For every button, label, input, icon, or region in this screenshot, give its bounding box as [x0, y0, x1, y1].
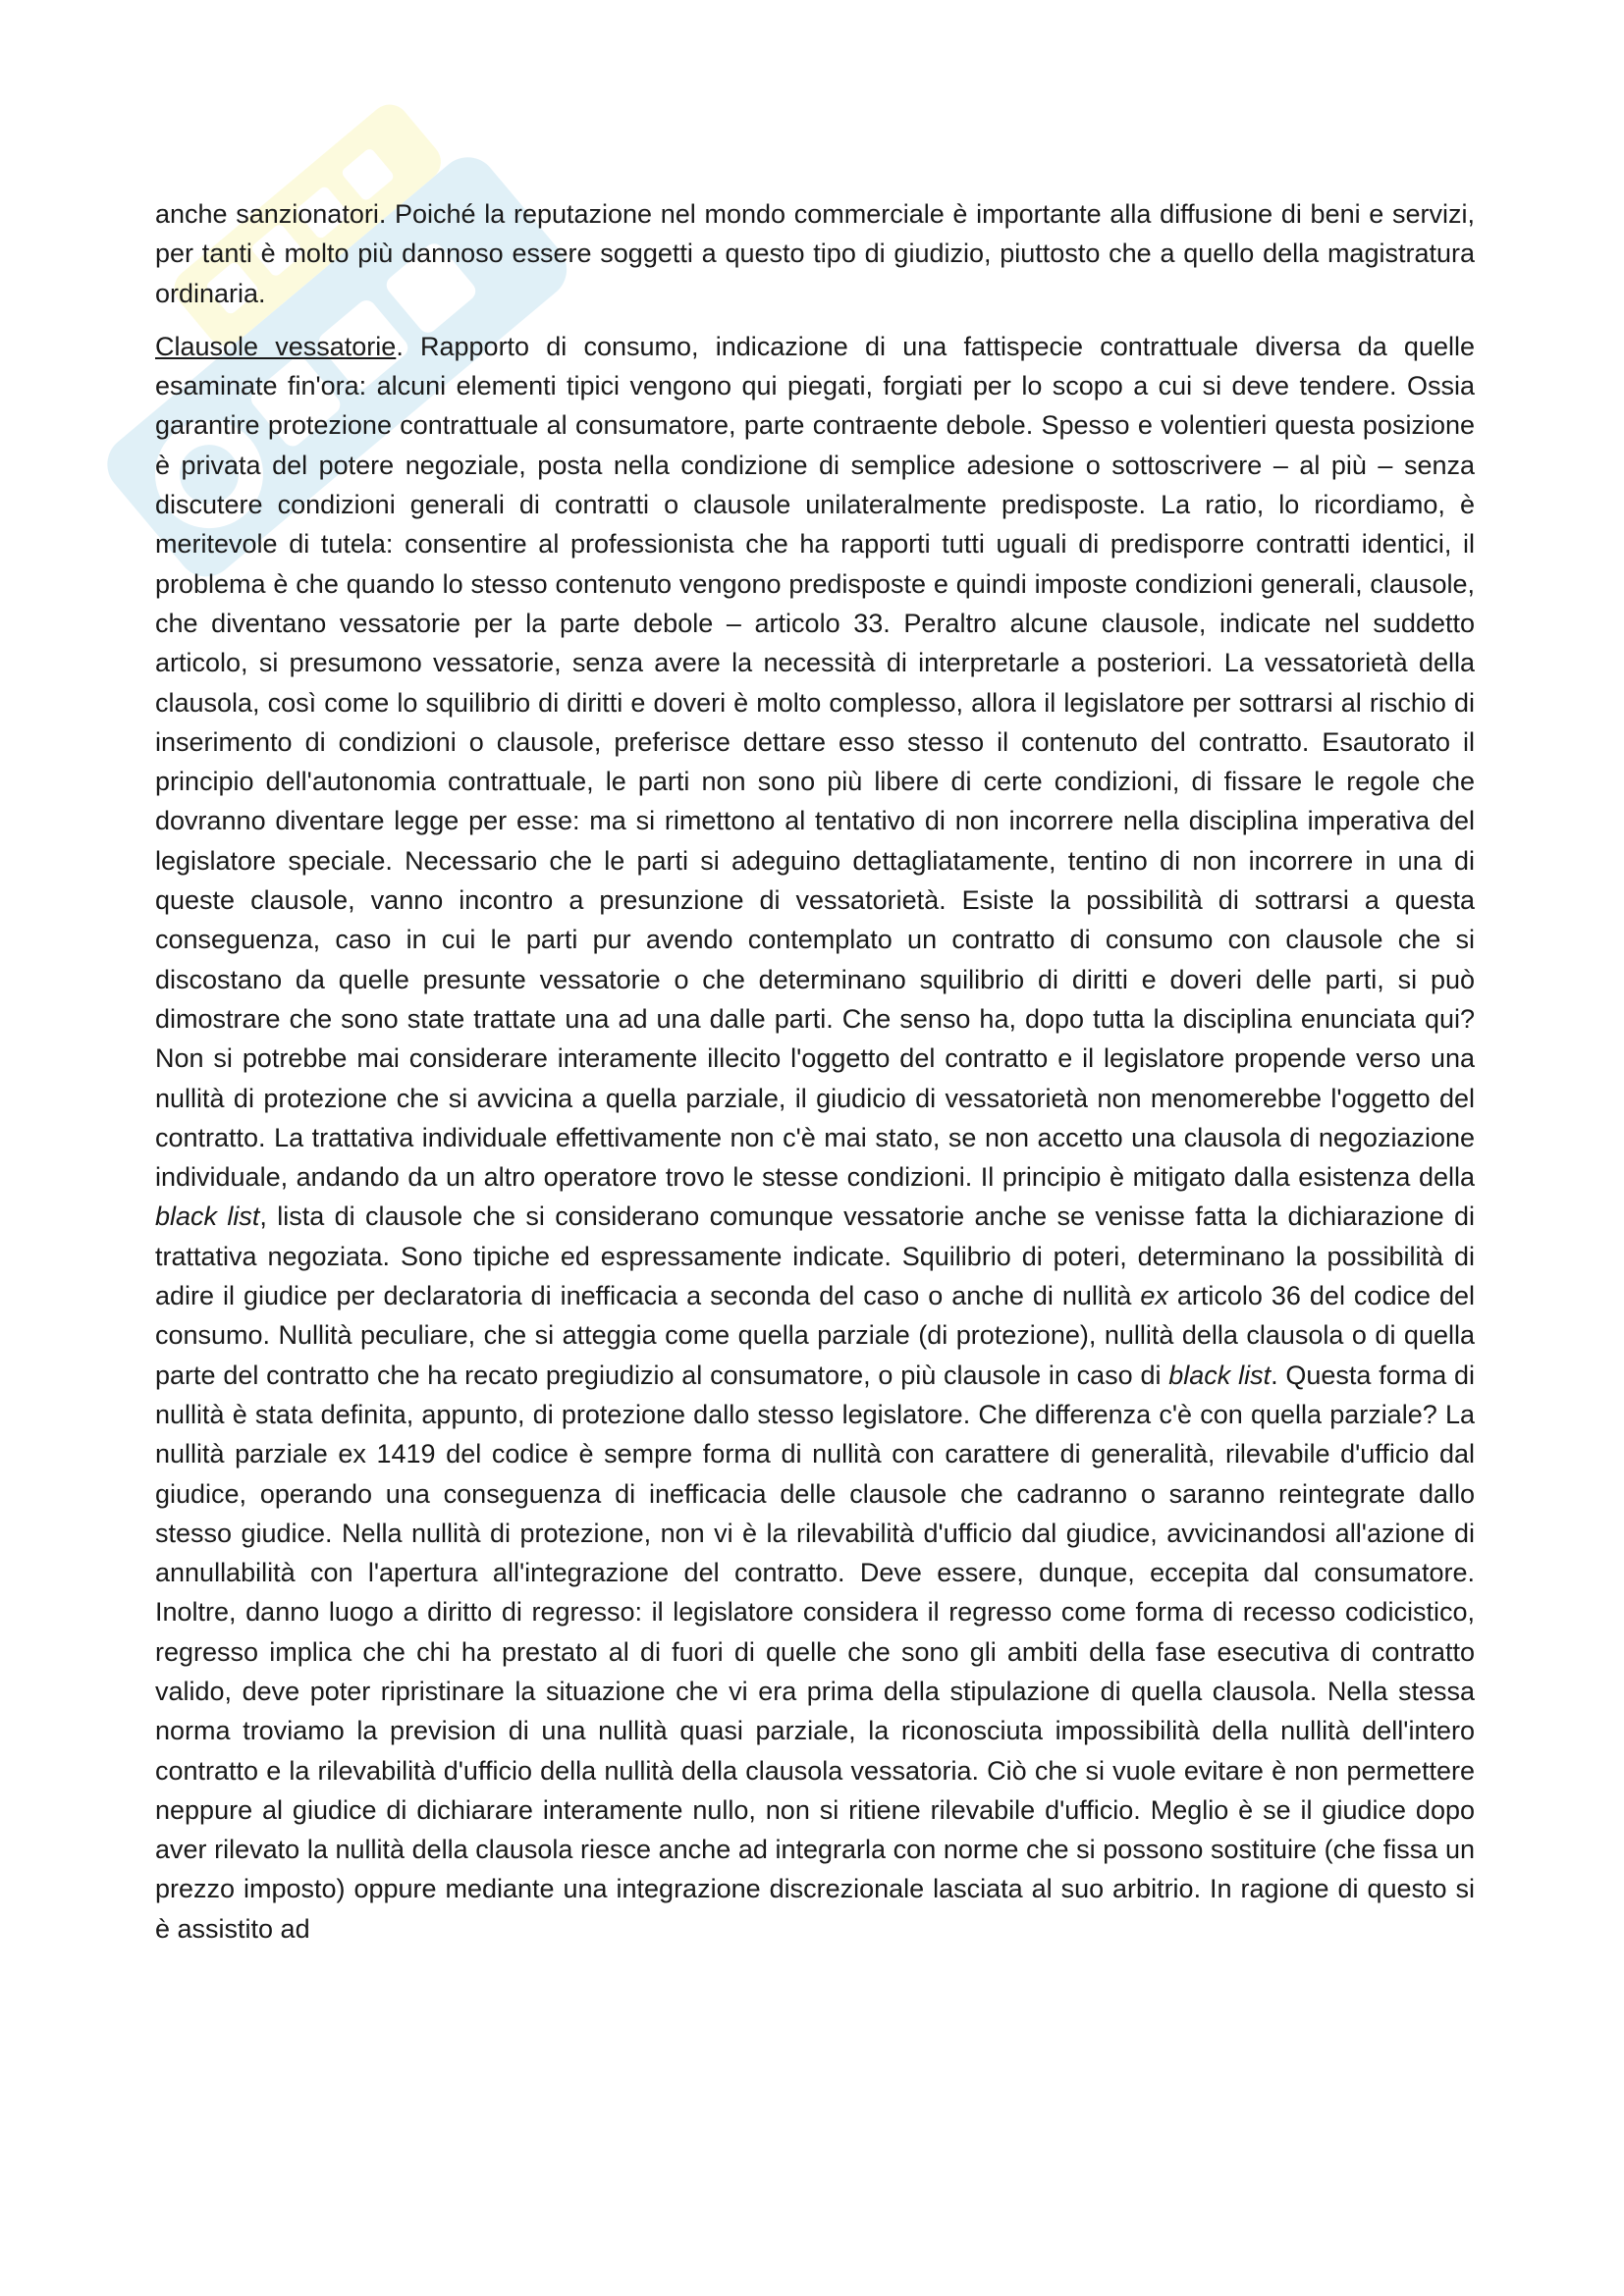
- paragraph-1: anche sanzionatori. Poiché la reputazione nel mondo commerciale è importante alla diffusione di beni e servizi, per tanti è molto più dannoso essere soggetti a questo tipo di giudizio, piuttosto che a quello della magistratura ordinaria.: [155, 199, 1475, 308]
- section-heading: Clausole vessatorie: [155, 331, 397, 361]
- italic-term-ex: ex: [1140, 1281, 1168, 1311]
- italic-term-black-list-2: black list: [1168, 1360, 1272, 1390]
- italic-term-black-list: black list: [155, 1201, 260, 1232]
- paragraph-2-text-2: , lista di clausole che si considerano comunque vessatorie anche se venisse fatta la dichiarazione di trattativa negoziata. Sono tipiche ed espressamente indicate. Squilibrio di poteri, determinano la possibilità di adire il giudice per declaratoria di inefficacia a seconda del caso o anche di nullità: [155, 1201, 1476, 1311]
- body-text: [155, 194, 1475, 1962]
- paragraph-2-text-3: articolo 36 del codice del consumo. Nullità peculiare, che si atteggia come quella parziale (di protezione), nullità della clausola o di quella parte del contratto che ha recato pregiudizio al consumatore, o più clausole in caso di: [155, 1281, 1475, 1390]
- paragraph-2-text-4: . Questa forma di nullità è stata definita, appunto, di protezione dallo stesso legislatore. Che differenza c'è con quella parziale? La nullità parziale ex 1419 del codice è sempre forma di nullità con carattere di generalità, rilevabile d'ufficio dal giudice, operando una conseguenza di inefficacia delle clausole che cadranno o saranno reintegrate dallo stesso giudice. Nella nullità di protezione, non vi è la rilevabilità d'ufficio dal giudice, avvicinandosi all'azione di annullabilità con l'apertura all'integrazione del contratto. Deve essere, dunque, eccepita dal consumatore. Inoltre, danno luogo a diritto di regresso: il legislatore considera il regresso come forma di recesso codicistico, regresso implica che chi ha prestato al di fuori di quelle che sono gli ambiti della fase esecutiva di contratto valido, deve poter ripristinare la situazione che vi era prima della stipulazione di quella clausola. Nella stessa norma troviamo la prevision di una nullità quasi parziale, la riconosciuta impossibilità della nullità dell'intero contratto e la rilevabilità d'ufficio della nullità della clausola vessatoria. Ciò che si vuole evitare è non permettere neppure al giudice di dichiarare interamente nullo, non si ritiene rilevabile d'ufficio. Meglio è se il giudice dopo aver rilevato la nullità della clausola riesce anche ad integrarla con norme che si possono sostituire (che fissa un prezzo imposto) oppure mediante una integrazione discrezionale lasciata al suo arbitrio. In ragione di questo si è assistito ad: [155, 1360, 1476, 1944]
- paragraph-2-text-1: . Rapporto di consumo, indicazione di una fattispecie contrattuale diversa da quelle esaminate fin'ora: alcuni elementi tipici vengono qui piegati, forgiati per lo scopo a cui si deve tendere. Ossia garantire protezione contrattuale al consumatore, parte contraente debole. Spesso e volentieri questa posizione è privata del potere negoziale, posta nella condizione di semplice adesione o sottoscrivere – al più – senza discutere condizioni generali di contratti o clausole unilateralmente predisposte. La ratio, lo ricordiamo, è meritevole di tutela: consentire al professionista che ha rapporti tutti uguali di predisporre contratti identici, il problema è che quando lo stesso contenuto vengono predisposte e quindi imposte condizioni generali, clausole, che diventano vessatorie per la parte debole – articolo 33. Peraltro alcune clausole, indicate nel suddetto articolo, si presumono vessatorie, senza avere la necessità di interpretarle a posteriori. La vessatorietà della clausola, così come lo squilibrio di diritti e doveri è molto complesso, allora il legislatore per sottrarsi al rischio di inserimento di condizioni o clausole, preferisce dettare esso stesso il contenuto del contratto. Esautorato il principio dell'autonomia contrattuale, le parti non sono più libere di certe condizioni, di fissare le regole che dovranno diventare legge per esse: ma si rimettono al tentativo di non incorrere nella disciplina imperativa del legislatore speciale. Necessario che le parti si adeguino dettagliatamente, tentino di non incorrere in una di queste clausole, vanno incontro a presunzione di vessatorietà. Esiste la possibilità di sottrarsi a questa conseguenza, caso in cui le parti pur avendo contemplato un contratto di consumo con clausole che si discostano da quelle presunte vessatorie o che determinano squilibrio di diritti e doveri delle parti, si può dimostrare che sono state trattate una ad una dalle parti. Che senso ha, dopo tutta la disciplina enunciata qui? Non si potrebbe mai considerare interamente illecito l'oggetto del contratto e il legislatore propende verso una nullità di protezione che si avvicina a quella parziale, il giudicio di vessatorietà non menomerebbe l'oggetto del contratto. La trattativa individuale effettivamente non c'è mai stato, se non accetto una clausola di negoziazione individuale, andando da un altro operatore trovo le stesse condizioni. Il principio è mitigato dalla esistenza della: [155, 331, 1475, 1193]
- paragraph-2: [155, 327, 1475, 1949]
